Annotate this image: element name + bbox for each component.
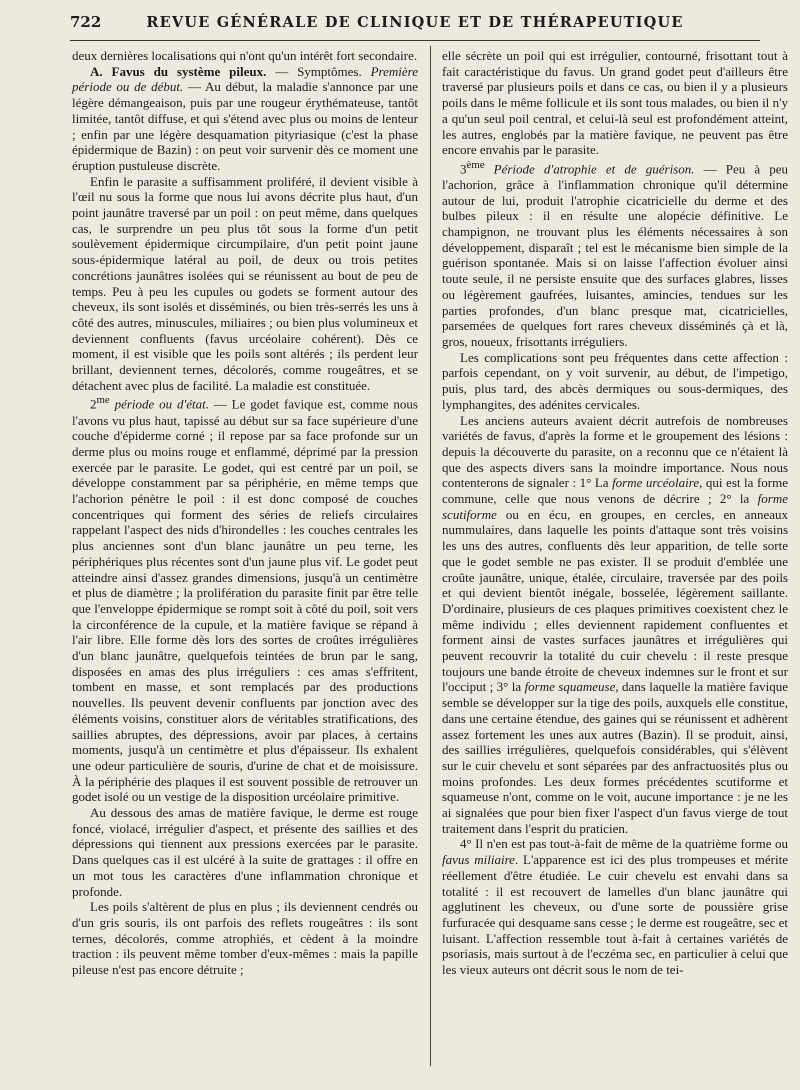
section-heading-favus (72, 64, 418, 174)
period-ordinal: me (96, 394, 110, 407)
paragraph: Les poils s'altèrent de plus en plus ; ils deviennent cendrés ou d'un gris souris, ils ont parfois des reflets rougeâtres : ils sont ternes, décolorés, comme atrophiés, et cèdent à la moindre traction : ils peuvent même tomber d'eux-mêmes : mais la papille pileuse n'est pas encore détruite ; (72, 899, 418, 978)
section-heading-period-2 (72, 393, 418, 805)
paragraph-text: — Peu à peu l'achorion, grâce à l'inflammation chronique qu'il détermine autour de lui, produit l'atrophie cicatricielle du derme et des bulbes pileux : il en résulte une alopécie définitive. Le champignon, ne trouvant plus les éléments nécessaires à son développement, disparaît ; tel est le mécanisme bien simple de la guérison spontanée. Mais si on laisse l'affection évoluer ainsi toute seule, il ne persiste ensuite que des surfaces glabres, lisses ou légèrement gaufrées, luisantes, amincies, tendues sur les parties profondes, d'un blanc presque mat, cicatricielles, parsemées de quelques fort rares cheveux disséminés çà et là, gros, noueux, frisottants irréguliers. (442, 161, 789, 349)
text: , qui est la forme commune, celle que nous venons de décrire ; 2° la (442, 475, 788, 507)
text: 4° Il n'en est pas tout-à-fait de même de la quatrième forme ou (460, 836, 788, 852)
paragraph: elle sécrète un poil qui est irrégulier, contourné, frisottant tout à fait caractéristique du favus. Un grand godet peut d'ailleurs être traversé par plusieurs poils et dans ce cas, ou bien il y a plusieurs poils dans le même follicule et ils sont tous malades, ou bien il n'y a qu'un seul poil central, et celui-là seul est profondément atteint, les autres, englobés par la matière favique, ne peuvent pas être encore envahis par le parasite. (442, 48, 788, 158)
period-number: 2 (90, 396, 97, 412)
paragraph: Au dessous des amas de matière favique, le derme est rouge foncé, violacé, irrégulier d'aspect, et présente des saillies et des dépressions qui tiennent aux pressions exercées par le parasite. Dans quelques cas il est ulcéré à la suite de grattages : il offre en un mot tous les caractères d'une inflammation chronique et profonde. (72, 805, 418, 899)
text: ou en écu, en groupes, en cercles, en anneaux nummulaires, dans laquelle les points d'attaque sont très voisins les uns des autres, confluents dès leur apparition, de telle sorte que le godet semble ne pas exister. Il se produit d'emblée une croûte jaunâtre, unique, étalée, circulaire, traversée par des poils et qui devient bientôt inégale, bosselée, légèrement saillante. D'ordinaire, plusieurs de ces plaques primitives coexistent chez le même individu ; elles deviennent rapidement confluentes et forment ainsi de vastes surfaces jaunâtres et irrégulières qui peuvent recouvrir la totalité du cuir chevelu : il reste presque toujours une bande étroite de cheveux indemnes sur le front et sur l'occiput ; 3° la (442, 506, 788, 695)
running-title: REVUE GÉNÉRALE DE CLINIQUE ET DE THÉRAPEUTIQUE (146, 13, 684, 31)
section-heading-period-3 (442, 158, 788, 350)
period-title: période ou d'état. (109, 396, 209, 412)
period-number: 3 (460, 161, 467, 177)
left-column (72, 48, 418, 978)
term: favus miliaire (442, 852, 515, 868)
paragraph-varieties (442, 413, 788, 837)
text: , dans laquelle la matière favique semble se développer sur la tige des poils, auxquels elle constitue, dans une certaine étendue, des gaines qui se réunissent et adhèrent assez fortement les unes aux autres (Bazin). Il se produit, ainsi, des saillies irrégulières, quelquefois considérables, qui s'élèvent sur le cuir chevelu et sont séparées par des anfractuosités plus ou moins profondes. Les deux formes précédentes scutiforme et squameuse n'ont, comme on le voit, aucune importance : je ne les ai signalées que pour bien fixer l'aspect d'un favus vierge de tout traitement dans l'esprit du praticien. (442, 679, 788, 836)
page-number: 722 (70, 13, 102, 31)
section-title: A. Favus du système pileux. (90, 63, 267, 79)
text: Les anciens auteurs avaient décrit autrefois de nombreuses variétés de favus, d'après la forme et le groupement des lésions : depuis la découverte du parasite, on a reconnu que ce n'étaient là que des aspects divers sans la moindre importance. Nous nous contenterons de signaler : 1° La (442, 412, 788, 491)
page-header (70, 8, 760, 36)
term: forme scutiforme (442, 491, 788, 522)
period-ordinal: ème (466, 158, 485, 171)
paragraph-text: — Le godet favique est, comme nous l'avons vu plus haut, tapissé au début sur sa face supérieure d'une couche d'épiderme corné ; il repose par sa face profonde sur un derme plus ou moins rouge et enflammé, déprimé par la pression exercée par le parasite. Le godet, qui est centré par un poil, se développe constamment par sa périphérie, en même temps que l'achorion pénètre le poil : il est donc composé de couches concentriques qui forment des séries de reliefs circulaires rappelant l'aspect des nids d'hirondelles : les couches centrales les plus anciennes sont d'un blanc jaunâtre un peu terne, les périphériques plus récentes sont d'un jaune plus vif. Le godet peut atteindre ainsi d'assez grandes dimensions, jusqu'à un centimètre et plus de diamètre ; la prolifération du parasite finit par être telle que l'enveloppe épidermique se rompt soit à côté du poil, soit vers la circonférence de la cupule, et la matière favique se répand à l'air libre. Elle forme dès lors des sortes de croûtes irrégulières d'un blanc jaunâtre, quelquefois teintées de brun par le sang, disposées en amas des plus irréguliers : ces amas s'effritent, tombent en masse, et sont remplacés par des productions nouvelles. Ils peuvent devenir confluents par jonction avec des éléments voisins, constituer alors de véritables stratifications, des saillies abruptes, des dépressions, avoir par places, à certains moments, jusqu'à un centimètre et plus d'épaisseur. Ils exhalent une odeur particulière de souris, d'urine de chat et de moisissure. À la périphérie des plaques il est souvent possible de retrouver un godet isolé ou un vestige de la disposition urcéolaire primitive. (72, 396, 418, 805)
paragraph: Les complications sont peu fréquentes dans cette affection : parfois cependant, on y voit survenir, au début, de l'impetigo, puis, plus tard, des abcès dermiques ou sous-dermiques, des lymphangites, des adénites cervicales. (442, 349, 788, 412)
text: . L'apparence est ici des plus trompeuses et mérite réellement d'être étudiée. Le cuir chevelu est envahi dans sa totalité : il est recouvert de lamelles d'un blanc jaunâtre qui agglutinent les cheveux, ou d'une sorte de poussière grise furfuracée qui desquame sans cesse ; le derme est rougeâtre, sec et luisant. L'affection ressemble tout à-fait à certaines variétés de psoriasis, mais surtout à de l'eczéma sec, en particulier à celui que les vieux auteurs ont décrit sous le nom de tei- (442, 852, 788, 978)
term: forme squameuse (524, 679, 616, 695)
term: forme urcéolaire (612, 475, 700, 491)
paragraph-text: — Au début, la maladie s'annonce par une légère démangeaison, puis par une rougeur érythémateuse, tantôt limitée, tantôt diffuse, et qui s'étend avec plus ou moins de lenteur ; enfin par une légère desquamation pityriasique (c'est la phase épidermique de Bazin) : on peut voir survenir dès ce moment une éruption pustuleuse discrète. (72, 79, 418, 173)
paragraph: deux dernières localisations qui n'ont qu'un intérêt fort secondaire. (72, 48, 418, 63)
period-title: Période d'atrophie et de guérison. (484, 161, 695, 177)
paragraph: Enfin le parasite a suffisamment proliféré, il devient visible à l'œil nu sous la forme que nous lui avons décrite plus haut, d'un point jaunâtre traversé par un poil : on peut même, dans quelques cas, le surprendre un peu plus tôt sous la forme d'un petit soulèvement épidermique circumpilaire, d'un petit point jaune sous-épidermique latéral au poil, de deux ou trois petites concrétions jaunâtres isolées qui se réunissent au bout de peu de temps. Peu à peu les cupules ou godets se forment autour des cheveux, ils sont isolés et disséminés, ou bien très-serrés les uns à côté des autres, minuscules, miliaires ; ou bien plus volumineux et deviennent confluents (favus urcéolaire cohérent). Dès ce moment, il est visible que les poils sont altérés ; ils perdent leur brillant, deviennent ternes, décolorés, comme rougeâtres, et se détachent avec plus de facilité. La maladie est constituée. (72, 173, 418, 393)
period-title: Première période ou de début. (72, 63, 418, 95)
right-column (442, 48, 788, 978)
section-separator: — Symptômes. (266, 63, 371, 79)
column-divider (430, 46, 431, 1066)
header-rule (70, 40, 760, 41)
paragraph-miliary (442, 836, 788, 977)
